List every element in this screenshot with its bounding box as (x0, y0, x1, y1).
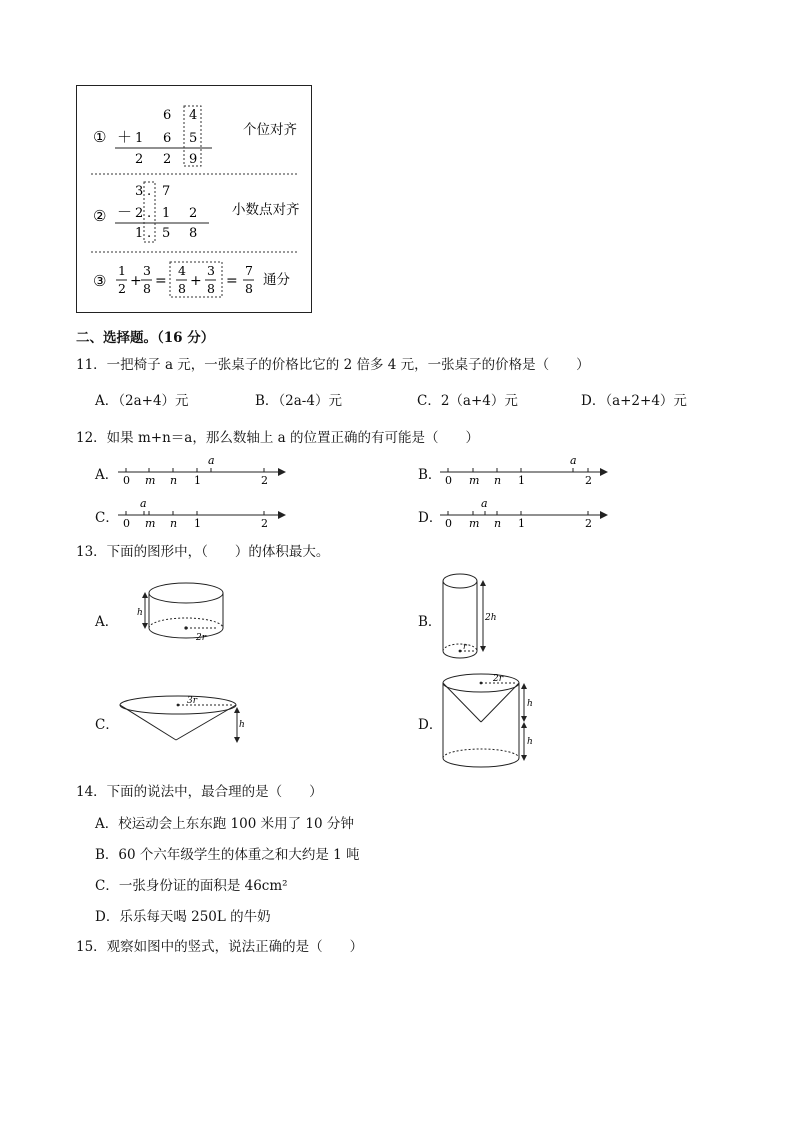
q11-option-a[interactable]: A．（2a+4）元 (95, 393, 189, 409)
cone-side (120, 705, 176, 740)
dim-label: 2r (493, 674, 504, 684)
tick-label: 1 (194, 474, 201, 487)
arrow-icon (480, 580, 486, 586)
arrow-icon (234, 707, 240, 713)
row1-mid-digit: 5 (189, 131, 198, 146)
a-label: a (570, 454, 577, 467)
q12-label-b[interactable]: B． (418, 467, 442, 483)
q14-option-c[interactable]: C．一张身份证的面积是 46cm² (95, 878, 288, 894)
tick-label: 0 (123, 474, 130, 487)
cone-side (443, 683, 481, 722)
row2-res-digit: . (147, 226, 152, 241)
row2-top-digit: . (147, 184, 152, 199)
q13-label-c[interactable]: C． (95, 717, 119, 733)
tick-label: m (145, 517, 156, 530)
arrow-icon (600, 511, 608, 519)
row2-mid-digit: . (147, 206, 152, 221)
tick-label: 1 (518, 517, 525, 530)
row1-top-digit: 6 (163, 108, 172, 123)
row3-frac2-den: 8 (143, 281, 151, 296)
q12-label-d[interactable]: D． (418, 510, 443, 526)
dim-label: h (137, 608, 143, 618)
q12-numberline-d[interactable] (440, 493, 610, 533)
row1-res-digit: 2 (135, 152, 144, 167)
row2-mid-digit: 2 (135, 206, 144, 221)
q13-label-a[interactable]: A． (95, 614, 119, 630)
row2-top-digit: 7 (162, 184, 171, 199)
q13-figure-b-cylinder[interactable] (438, 566, 498, 664)
q15-stem: 15．观察如图中的竖式，说法正确的是（ ） (76, 939, 364, 955)
row1-mid-digit: 1 (135, 131, 144, 146)
q13-label-d[interactable]: D． (418, 717, 443, 733)
tick-label: n (494, 517, 502, 530)
tick-label: n (494, 474, 502, 487)
cylinder-bottom-hidden (443, 749, 519, 758)
row3-frac5-den: 8 (245, 281, 253, 296)
q13-label-b[interactable]: B． (418, 614, 442, 630)
row3-frac1-den: 2 (118, 281, 126, 296)
row1-mid-digit: 6 (163, 131, 172, 146)
tick-label: m (469, 474, 480, 487)
row3-note: 通分 (263, 272, 290, 288)
tick-label: 0 (123, 517, 130, 530)
q11-option-b[interactable]: B．（2a-4）元 (255, 393, 342, 409)
tick-label: 2 (585, 517, 592, 530)
row3-frac2-num: 3 (143, 263, 151, 278)
row3-frac4-num: 3 (207, 263, 215, 278)
row1-res-digit: 9 (189, 152, 198, 167)
cylinder-top (443, 574, 477, 588)
arrow-icon (480, 646, 486, 652)
row2-mid-digit: 2 (189, 206, 198, 221)
dim-label: 2r (196, 633, 207, 643)
q14-option-b[interactable]: B．60 个六年级学生的体重之和大约是 1 吨 (95, 847, 360, 863)
row3-circle: ③ (93, 272, 107, 290)
q12-stem: 12．如果 m+n＝a，那么数轴上 a 的位置正确的有可能是（ ） (76, 430, 479, 446)
tick-label: 2 (261, 474, 268, 487)
row2-note: 小数点对齐 (232, 202, 300, 218)
tick-label: 1 (194, 517, 201, 530)
q13-figure-a-cylinder[interactable] (128, 578, 230, 644)
tick-label: m (469, 517, 480, 530)
dim-label: 2h (485, 613, 497, 623)
a-label: a (208, 454, 215, 467)
row2-res-digit: 1 (135, 226, 144, 241)
arrow-icon (600, 468, 608, 476)
method-box (76, 85, 312, 313)
tick-label: n (170, 517, 178, 530)
row1-top-digit: 4 (189, 108, 198, 123)
dim-label: h (527, 737, 533, 747)
tick-label: 0 (445, 474, 452, 487)
q11-option-c[interactable]: C．2（a+4）元 (417, 393, 518, 409)
arrow-icon (142, 592, 148, 598)
cone-side (176, 705, 236, 740)
q14-option-d[interactable]: D．乐乐每天喝 250L 的牛奶 (95, 909, 271, 925)
row2-top-digit: 3 (135, 184, 144, 199)
q11-stem: 11．一把椅子 a 元，一张桌子的价格比它的 2 倍多 4 元，一张桌子的价格是（ ） (76, 357, 590, 373)
tick-label: 2 (261, 517, 268, 530)
dim-label: h (527, 699, 533, 709)
q12-numberline-c[interactable] (118, 493, 288, 533)
arrow-icon (521, 683, 527, 689)
q12-label-a[interactable]: A． (95, 467, 119, 483)
row3-frac3-den: 8 (178, 281, 186, 296)
row3-op: + (130, 273, 142, 289)
arrow-icon (521, 755, 527, 761)
cone-side (481, 683, 519, 722)
arrow-icon (234, 737, 240, 743)
row2-mid-digit: 1 (162, 206, 171, 221)
arrow-icon (278, 511, 286, 519)
row1-plus: ＋ (117, 128, 133, 146)
row3-frac4-den: 8 (207, 281, 215, 296)
row2-circle: ② (93, 207, 107, 225)
row1-note: 个位对齐 (243, 122, 297, 138)
tick-label: m (145, 474, 156, 487)
row3-frac5-num: 7 (245, 263, 253, 278)
row3-eq: = (226, 273, 238, 289)
row2-res-digit: 5 (162, 226, 171, 241)
arrow-icon (521, 716, 527, 722)
row3-op: + (190, 273, 202, 289)
row2-res-digit: 8 (189, 226, 198, 241)
row1-res-digit: 2 (163, 152, 172, 167)
row1-circle: ① (93, 128, 107, 146)
arrow-icon (521, 722, 527, 728)
q12-label-c[interactable]: C． (95, 510, 119, 526)
a-label: a (140, 497, 147, 510)
row3-frac1-num: 1 (118, 263, 126, 278)
dim-label: 3r (187, 696, 198, 706)
tick-label: n (170, 474, 178, 487)
cylinder-top (149, 583, 223, 603)
cylinder-bottom (443, 758, 519, 767)
tick-label: 1 (518, 474, 525, 487)
tick-label: 0 (445, 517, 452, 530)
a-label: a (481, 497, 488, 510)
row2-minus: － (117, 203, 133, 221)
section-heading: 二、选择题。（16 分） (76, 330, 215, 346)
row3-frac3-num: 4 (178, 263, 186, 278)
arrow-icon (142, 623, 148, 629)
dim-label: r (463, 642, 467, 651)
arrow-icon (278, 468, 286, 476)
tick-label: 2 (585, 474, 592, 487)
q13-stem: 13．下面的图形中，（ ）的体积最大。 (76, 544, 330, 560)
q12-numberline-b[interactable] (440, 450, 610, 490)
q14-stem: 14．下面的说法中，最合理的是（ ） (76, 784, 323, 800)
q13-figure-c-cone[interactable] (118, 694, 248, 746)
dim-label: h (239, 720, 245, 730)
q13-figure-d-cylinder-cone[interactable] (438, 670, 548, 770)
q14-option-a[interactable]: A．校运动会上东东跑 100 米用了 10 分钟 (95, 816, 354, 832)
q12-numberline-a[interactable] (118, 450, 288, 490)
method-box-drawing (77, 86, 311, 312)
row3-eq: = (155, 273, 167, 289)
q11-option-d[interactable]: D．（a+2+4）元 (581, 393, 687, 409)
